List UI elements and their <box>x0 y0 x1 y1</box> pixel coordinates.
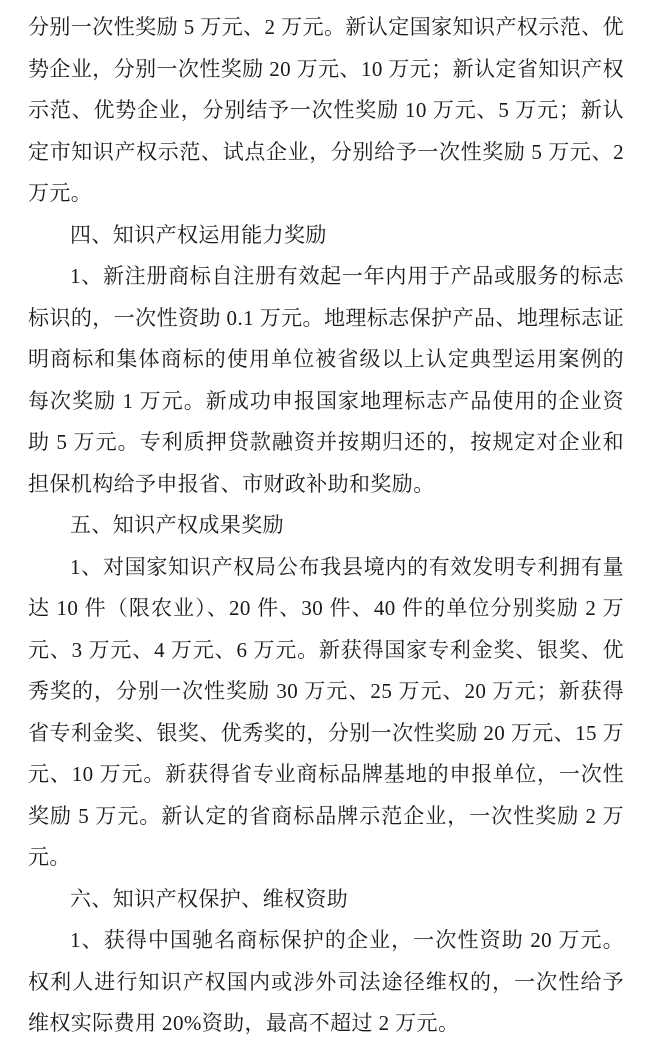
paragraph: 1、新注册商标自注册有效起一年内用于产品或服务的标志标识的，一次性资助 0.1 万元。地理标志保护产品、地理标志证明商标和集体商标的使用单位被省级以上认定典型运用案例的每次奖励 1 万元。新成功申报国家地理标志产品使用的企业资助 5 万元。专利质押贷款融资并按期归还的，按规定对企业和担保机构给予申报省、市财政补助和奖励。 <box>28 264 624 496</box>
paragraph: 1、获得中国驰名商标保护的企业，一次性资助 20 万元。权利人进行知识产权国内或涉外司法途径维权的，一次性给予维权实际费用 20%资助，最高不超过 2 万元。 <box>28 928 624 1035</box>
paragraph: 分别一次性奖励 5 万元、2 万元。新认定国家知识产权示范、优势企业，分别一次性奖励 20 万元、10 万元；新认定省知识产权示范、优势企业，分别结予一次性奖励 10 万元、5 万元；新认定市知识产权示范、试点企业，分别给予一次性奖励 5 万元、2 万元。 <box>28 15 624 205</box>
section-heading: 四、知识产权运用能力奖励 <box>70 222 327 247</box>
paragraph: 1、对国家知识产权局公布我县境内的有效发明专利拥有量达 10 件（限农业）、20 件、30 件、40 件的单位分别奖励 2 万元、3 万元、4 万元、6 万元。新获得国家专利金奖、银奖、优秀奖的，分别一次性奖励 30 万元、25 万元、20 万元；新获得省专利金奖、银奖、优秀奖的，分别一次性奖励 20 万元、15 万元、10 万元。新获得省专业商标品牌基地的申报单位，一次性奖励 5 万元。新认定的省商标品牌示范企业，一次性奖励 2 万元。 <box>28 554 624 869</box>
section-heading: 六、知识产权保护、维权资助 <box>70 886 349 911</box>
section-heading: 五、知识产权成果奖励 <box>70 513 284 537</box>
